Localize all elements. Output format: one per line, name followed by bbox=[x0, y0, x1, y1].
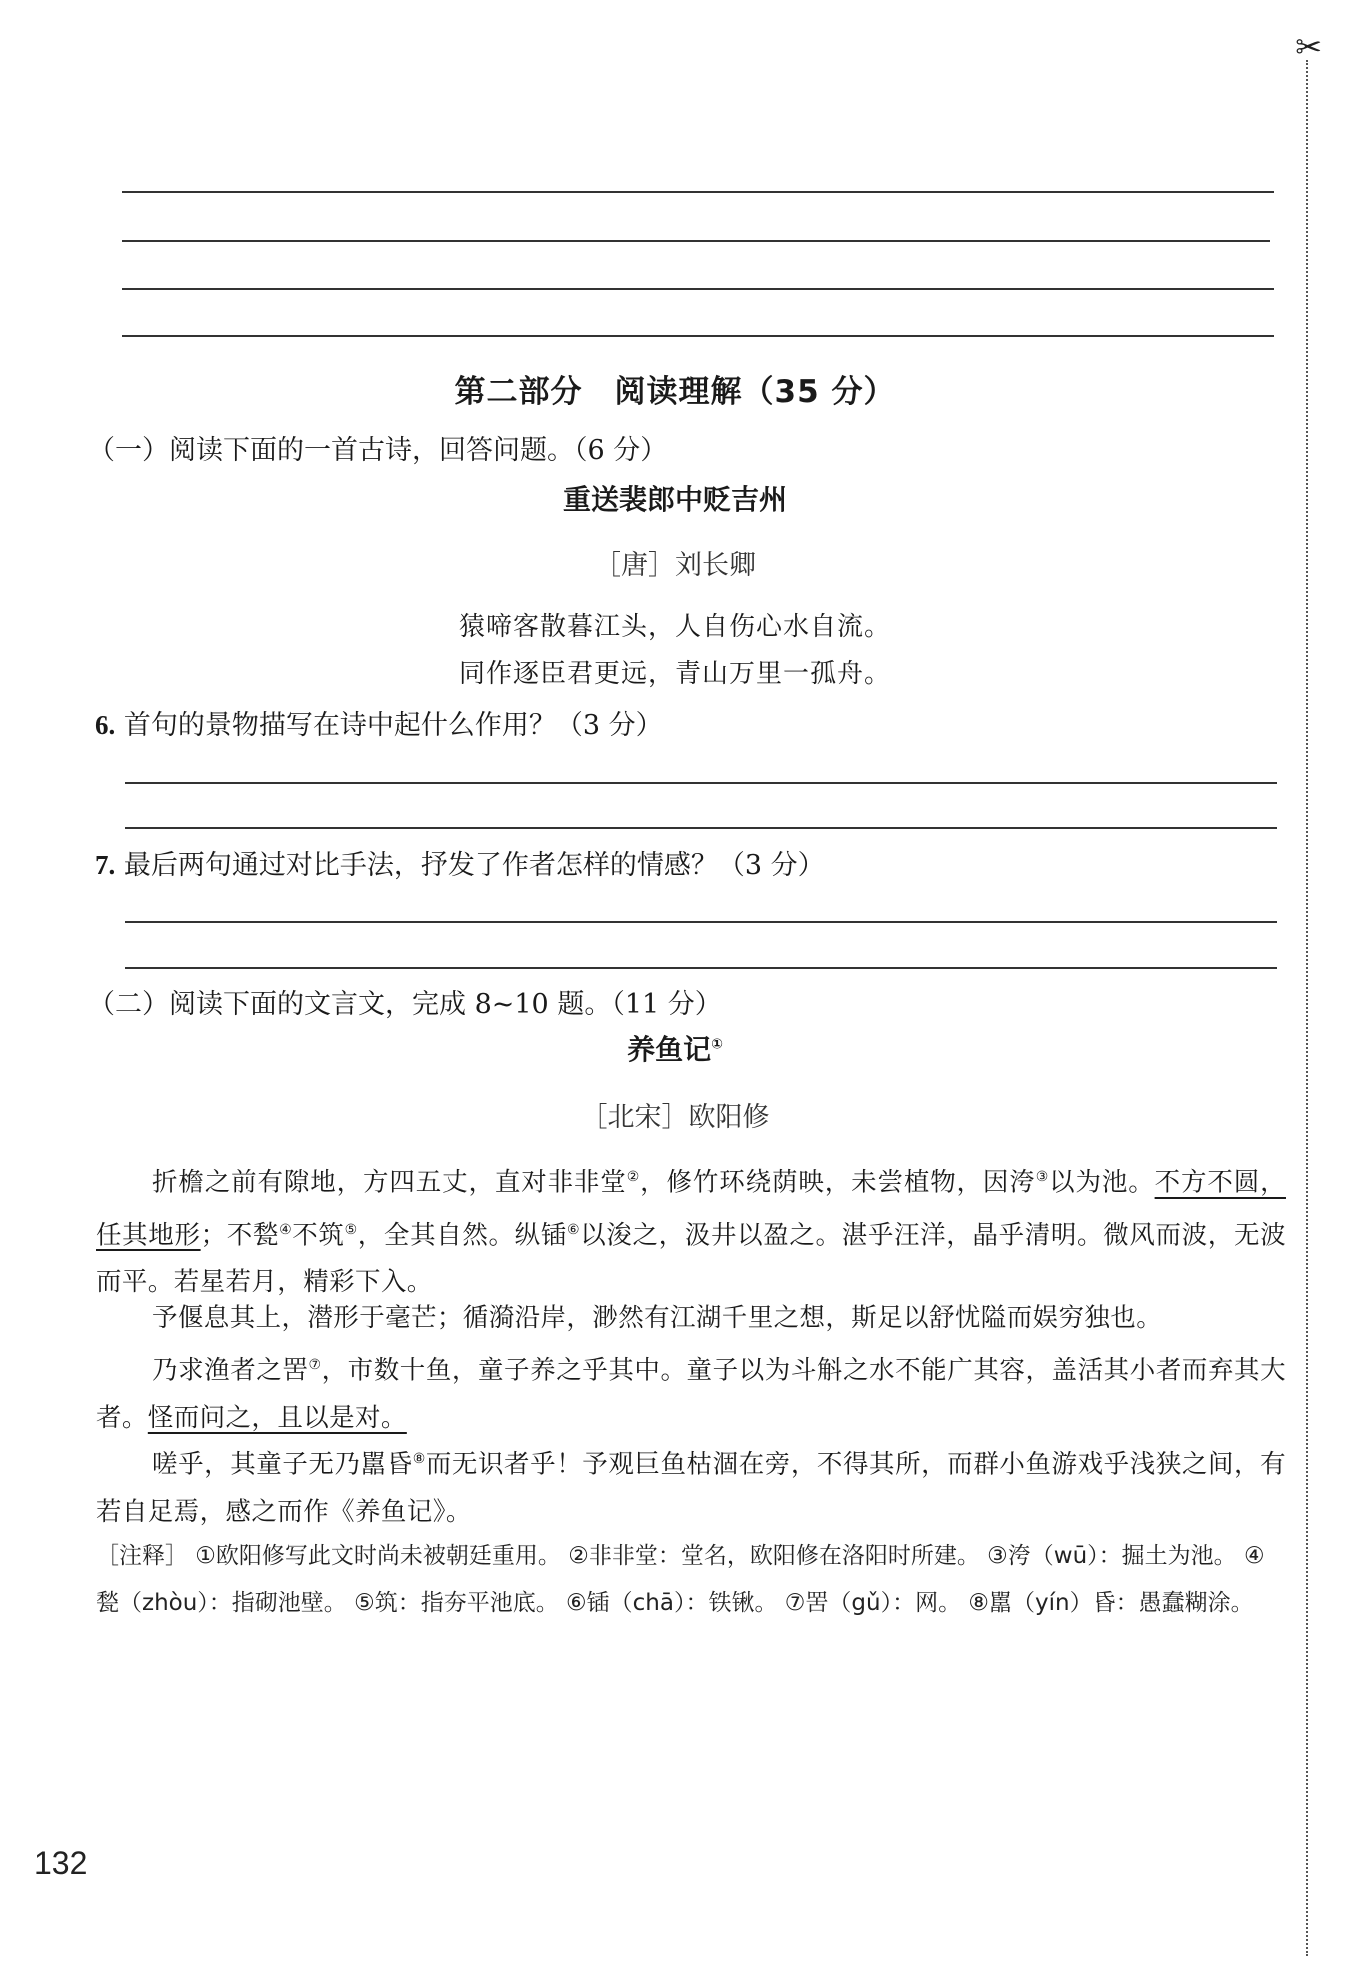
section-heading-2: （二）阅读下面的文言文，完成 8~10 题。（11 分） bbox=[88, 989, 722, 1020]
prose-author: ［北宋］欧阳修 bbox=[580, 1102, 770, 1133]
prose-title bbox=[0, 1028, 1350, 1068]
answer-line bbox=[122, 288, 1274, 290]
answer-line bbox=[122, 240, 1270, 242]
answer-line bbox=[125, 967, 1277, 969]
poem-line-2: 同作逐臣君更远，青山万里一孤舟。 bbox=[458, 659, 891, 689]
prose-paragraph-1: 折檐之前有隙地，方四五丈，直对非非堂②，修竹环绕荫映，未尝植物，因洿③以为池。不方不圆，任其地形；不甃④不筑⑤，全其自然。纵锸⑥以浚之，汲井以盈之。湛乎汪洋，晶乎清明。微风而波，无波而平。若星若月，精彩下入。 bbox=[96, 1167, 1286, 1297]
prose-paragraph-2: 予偃息其上，潜形于毫芒；循漪沿岸，渺然有江湖千里之想，斯足以舒忧隘而娱穷独也。 bbox=[152, 1303, 1163, 1333]
prose-title-text: 养鱼记 bbox=[627, 1033, 712, 1066]
poem-line-1: 猿啼客散暮江头，人自伤心水自流。 bbox=[458, 612, 891, 642]
answer-line bbox=[125, 782, 1277, 784]
poem-title: 重送裴郎中贬吉州 bbox=[562, 483, 787, 516]
page-number: 132 bbox=[34, 1845, 88, 1881]
part-title: 第二部分 阅读理解（35 分） bbox=[454, 374, 896, 410]
underlined-sentence-2: 怪而问之，且以是对。 bbox=[147, 1402, 407, 1433]
cut-line bbox=[1306, 60, 1308, 1956]
question-6 bbox=[95, 703, 663, 742]
answer-line bbox=[122, 335, 1274, 337]
underlined-sentence-1: 不方不圆，任其地形 bbox=[96, 1167, 1286, 1250]
question-text: 最后两句通过对比手法，抒发了作者怎样的情感？（3 分） bbox=[115, 850, 825, 881]
question-number: 6. bbox=[95, 710, 116, 740]
question-number: 7. bbox=[95, 850, 116, 880]
question-text: 首句的景物描写在诗中起什么作用？（3 分） bbox=[115, 710, 663, 741]
scissors-icon: ✂ bbox=[1295, 28, 1322, 66]
footnote-marker: ① bbox=[711, 1036, 723, 1053]
poem-author: ［唐］刘长卿 bbox=[594, 550, 756, 581]
prose-paragraph-3: 乃求渔者之罟⑦，市数十鱼，童子养之乎其中。童子以为斗斛之水不能广其容，盖活其小者而弃其大者。怪而问之，且以是对。 bbox=[96, 1355, 1286, 1433]
answer-line bbox=[125, 921, 1277, 923]
question-7 bbox=[95, 843, 825, 882]
section-heading-1: （一）阅读下面的一首古诗，回答问题。（6 分） bbox=[88, 435, 668, 466]
prose-paragraph-4: 嗟乎，其童子无乃嚚昏⑧而无识者乎！予观巨鱼枯涸在旁，不得其所，而群小鱼游戏乎浅狭之间，有若自足焉，感之而作《养鱼记》。 bbox=[96, 1449, 1286, 1527]
answer-line bbox=[125, 827, 1277, 829]
footnotes: ［注释］ ①欧阳修写此文时尚未被朝廷重用。 ②非非堂：堂名，欧阳修在洛阳时所建。 ③洿（wū）：掘土为池。 ④甃（zhòu）：指砌池壁。 ⑤筑：指夯平池底。 ⑥锸（chā）：铁锹。 ⑦罟（gǔ）：网。 ⑧嚚（yín）昏：愚蠢糊涂。 bbox=[96, 1543, 1265, 1616]
answer-line bbox=[122, 191, 1274, 193]
